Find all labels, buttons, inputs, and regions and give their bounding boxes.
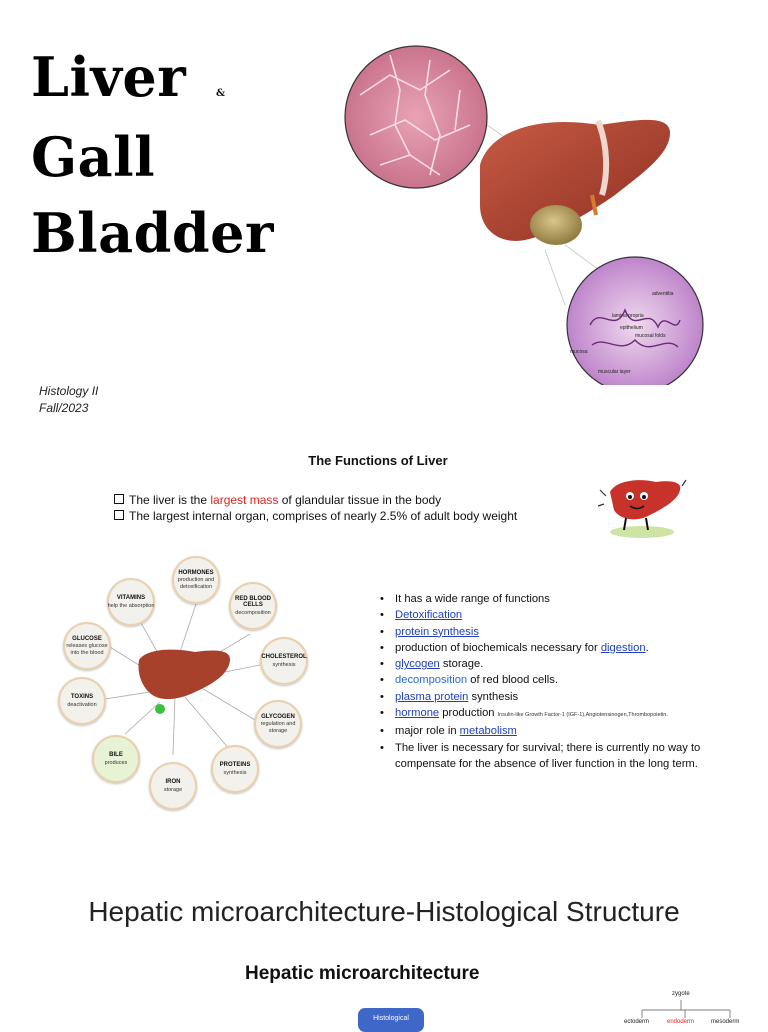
largest-mass-highlight: largest mass: [210, 493, 279, 507]
function-item: • The liver is necessary for survival; there is currently no way to compensate for the absence of liver function in the long term.: [380, 740, 730, 773]
protein-synthesis-link[interactable]: protein synthesis: [395, 625, 479, 638]
histological-node: Histological: [358, 1008, 424, 1032]
digestion-link[interactable]: digestion: [600, 641, 646, 654]
function-item: • hormone production Insulin-like Growth Factor-1 (IGF-1),Angiotensinogen,Thrombopoietin.: [380, 705, 730, 723]
function-item: • glycogen storage.: [380, 656, 730, 672]
hormone-note: Insulin-like Growth Factor-1 (IGF-1),Angiotensinogen,Thrombopoietin.: [497, 712, 668, 719]
label-adventitia: adventitia: [652, 291, 674, 297]
hepatic-section-title: Hepatic microarchitecture-Histological Structure: [88, 896, 680, 927]
intro-bullet: The liver is the largest mass of glandular tissue in the body: [114, 492, 517, 508]
course-term: Fall/2023: [39, 401, 89, 415]
wheel-node-iron: IRON storage: [149, 762, 197, 810]
wheel-node-bile: BILE produces: [92, 735, 140, 783]
wheel-node-proteins: PROTEINS synthesis: [211, 745, 259, 793]
function-item: • plasma protein synthesis: [380, 689, 730, 705]
wheel-node-red-blood-cells: RED BLOOD CELLS decomposition: [229, 582, 277, 630]
function-item: • It has a wide range of functions: [380, 591, 730, 607]
title-bladder: Bladder: [31, 201, 274, 265]
wheel-node-cholesterol: CHOLESTEROL synthesis: [260, 637, 308, 685]
hepatic-subtitle: Hepatic microarchitecture: [245, 963, 480, 984]
metabolism-link[interactable]: metabolism: [459, 725, 517, 738]
tree-child-mesoderm: mesoderm: [711, 1019, 740, 1025]
title-liver: Liver: [31, 45, 187, 109]
label-muscular-layer: muscular layer: [598, 369, 631, 375]
functions-title: The Functions of Liver: [308, 453, 448, 468]
liver-anatomy-illustration: [330, 35, 720, 385]
liver-function-wheel: [55, 552, 315, 814]
intro-bullet: The largest internal organ, comprises of nearly 2.5% of adult body weight: [114, 508, 517, 524]
functions-intro-list: [114, 492, 517, 524]
cartoon-liver-icon: [596, 466, 688, 540]
tree-child-endoderm: endoderm: [667, 1019, 695, 1025]
liver-tissue-circle: [345, 46, 487, 188]
wheel-node-glucose: GLUCOSE releases glucose into the blood: [63, 622, 111, 670]
glycogen-link[interactable]: glycogen: [395, 658, 440, 671]
checkbox-bullet-icon: [114, 494, 124, 504]
label-epithelium: epithelium: [620, 325, 643, 331]
wheel-node-hormones: HORMONES production and detoxification: [172, 556, 220, 604]
function-item: [380, 607, 730, 623]
plasma-protein-link[interactable]: plasma protein: [395, 690, 469, 703]
title-ampersand: &: [216, 88, 226, 99]
hormone-link[interactable]: hormone: [395, 707, 440, 720]
checkbox-bullet-icon: [114, 510, 124, 520]
label-mucosal-folds: mucosal folds: [635, 333, 666, 339]
decomposition-text: decomposition: [395, 674, 468, 687]
function-item: • decomposition of red blood cells.: [380, 672, 730, 688]
function-item: [380, 624, 730, 640]
function-item: • production of biochemicals necessary for digestion.: [380, 640, 730, 656]
wheel-liver-organ: [139, 650, 231, 699]
detoxification-link[interactable]: Detoxification: [395, 609, 463, 622]
tree-child-ectoderm: ectoderm: [624, 1019, 650, 1025]
functions-list: [380, 591, 730, 772]
label-lamina-propria: lamina propria: [612, 313, 644, 319]
title-gall: Gall: [31, 125, 156, 189]
wheel-node-vitamins: VITAMINS help the absorption: [107, 578, 155, 626]
function-item: • major role in metabolism: [380, 723, 730, 739]
gallbladder: [530, 205, 582, 245]
tree-root-zygote: zygote: [672, 991, 690, 997]
wheel-node-toxins: TOXINS deactivation: [58, 677, 106, 725]
wheel-node-glycogen: GLYCOGEN regulation and storage: [254, 700, 302, 748]
course-name: Histology II: [39, 384, 99, 398]
label-mucosa: mucosa: [570, 349, 588, 355]
